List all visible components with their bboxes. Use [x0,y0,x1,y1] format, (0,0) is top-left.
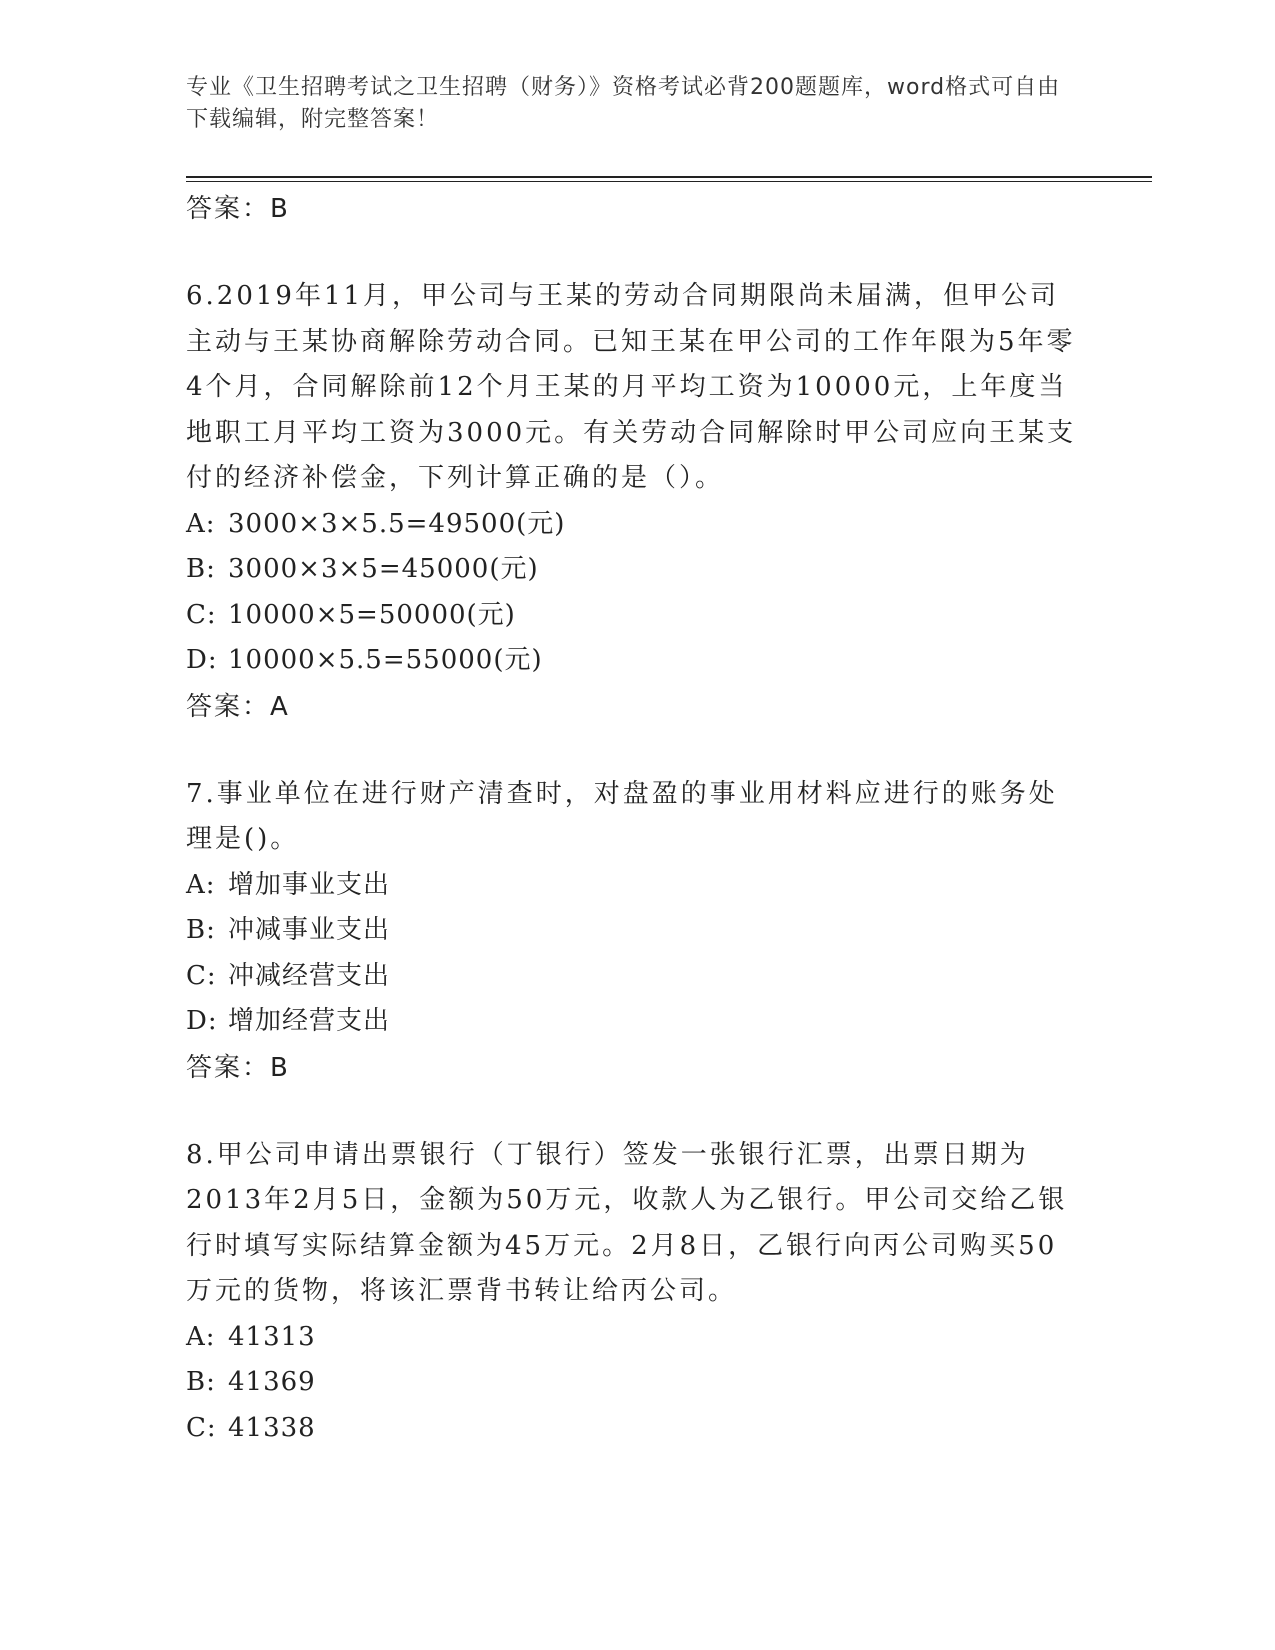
answer-label: 答案： [186,1052,271,1083]
option-c [186,593,1086,639]
spacer [186,232,1086,274]
answer-line [186,1045,1086,1091]
option-key: A: [186,1321,216,1352]
option-text: 增加经营支出 [228,1006,391,1036]
option-text: 10000×5.5=55000(元) [228,645,543,675]
option-b [186,547,1086,593]
answer-value: A [270,691,290,722]
header-rule-thin [186,181,1152,182]
option-key: B: [186,554,216,584]
option-key: C: [186,960,217,991]
option-c [186,954,1086,1000]
option-text: 增加事业支出 [228,869,391,900]
option-key: D: [186,1006,218,1036]
option-a [186,1315,1086,1361]
document-body [186,186,1086,1451]
option-a [186,502,1086,548]
answer-value: B [270,194,290,224]
option-key: C: [186,599,217,630]
header-rule-thick [186,176,1152,178]
option-text: 41313 [228,1321,316,1352]
question-text: 8.甲公司申请出票银行（丁银行）签发一张银行汇票，出票日期为2013年2月5日，金额为50万元，收款人为乙银行。甲公司交给乙银行时填写实际结算金额为45万元。2月8日，乙银行向丙公司购买50万元的货物，将该汇票背书转让给丙公司。 [186,1139,1068,1306]
option-text: 冲减事业支出 [228,915,391,945]
option-text: 3000×3×5.5=49500(元) [228,508,566,539]
option-key: B: [186,915,216,945]
option-key: D: [186,645,218,675]
question-text: 6.2019年11月，甲公司与王某的劳动合同期限尚未届满，但甲公司主动与王某协商解除劳动合同。已知王某在甲公司的工作年限为5年零4个月，合同解除前12个月王某的月平均工资为10000元，上年度当地职工月平均工资为3000元。有关劳动合同解除时甲公司应向王某支付的经济补偿金，下列计算正确的是（）。 [186,281,1077,493]
answer-line [186,186,1086,232]
page-header: 专业《卫生招聘考试之卫生招聘（财务）》资格考试必背200题题库，word格式可自由下载编辑，附完整答案！ [186,75,1061,132]
question-text: 7.事业单位在进行财产清查时，对盘盈的事业用材料应进行的账务处理是()。 [186,778,1058,854]
option-text: 3000×3×5=45000(元) [228,554,539,584]
option-d [186,999,1086,1045]
option-key: A: [186,508,216,539]
answer-label: 答案： [186,194,271,224]
answer-label: 答案： [186,691,271,722]
spacer [186,1091,1086,1133]
option-key: A: [186,869,216,900]
option-text: 10000×5=50000(元) [228,599,516,630]
option-text: 41369 [228,1367,316,1397]
answer-line [186,684,1086,730]
option-text: 冲减经营支出 [228,960,391,991]
option-b [186,1360,1086,1406]
answer-value: B [270,1052,290,1083]
spacer [186,730,1086,772]
option-d [186,638,1086,684]
option-text: 41338 [228,1412,316,1443]
option-key: B: [186,1367,216,1397]
option-key: C: [186,1412,217,1443]
option-c [186,1406,1086,1452]
option-a [186,863,1086,909]
option-b [186,908,1086,954]
